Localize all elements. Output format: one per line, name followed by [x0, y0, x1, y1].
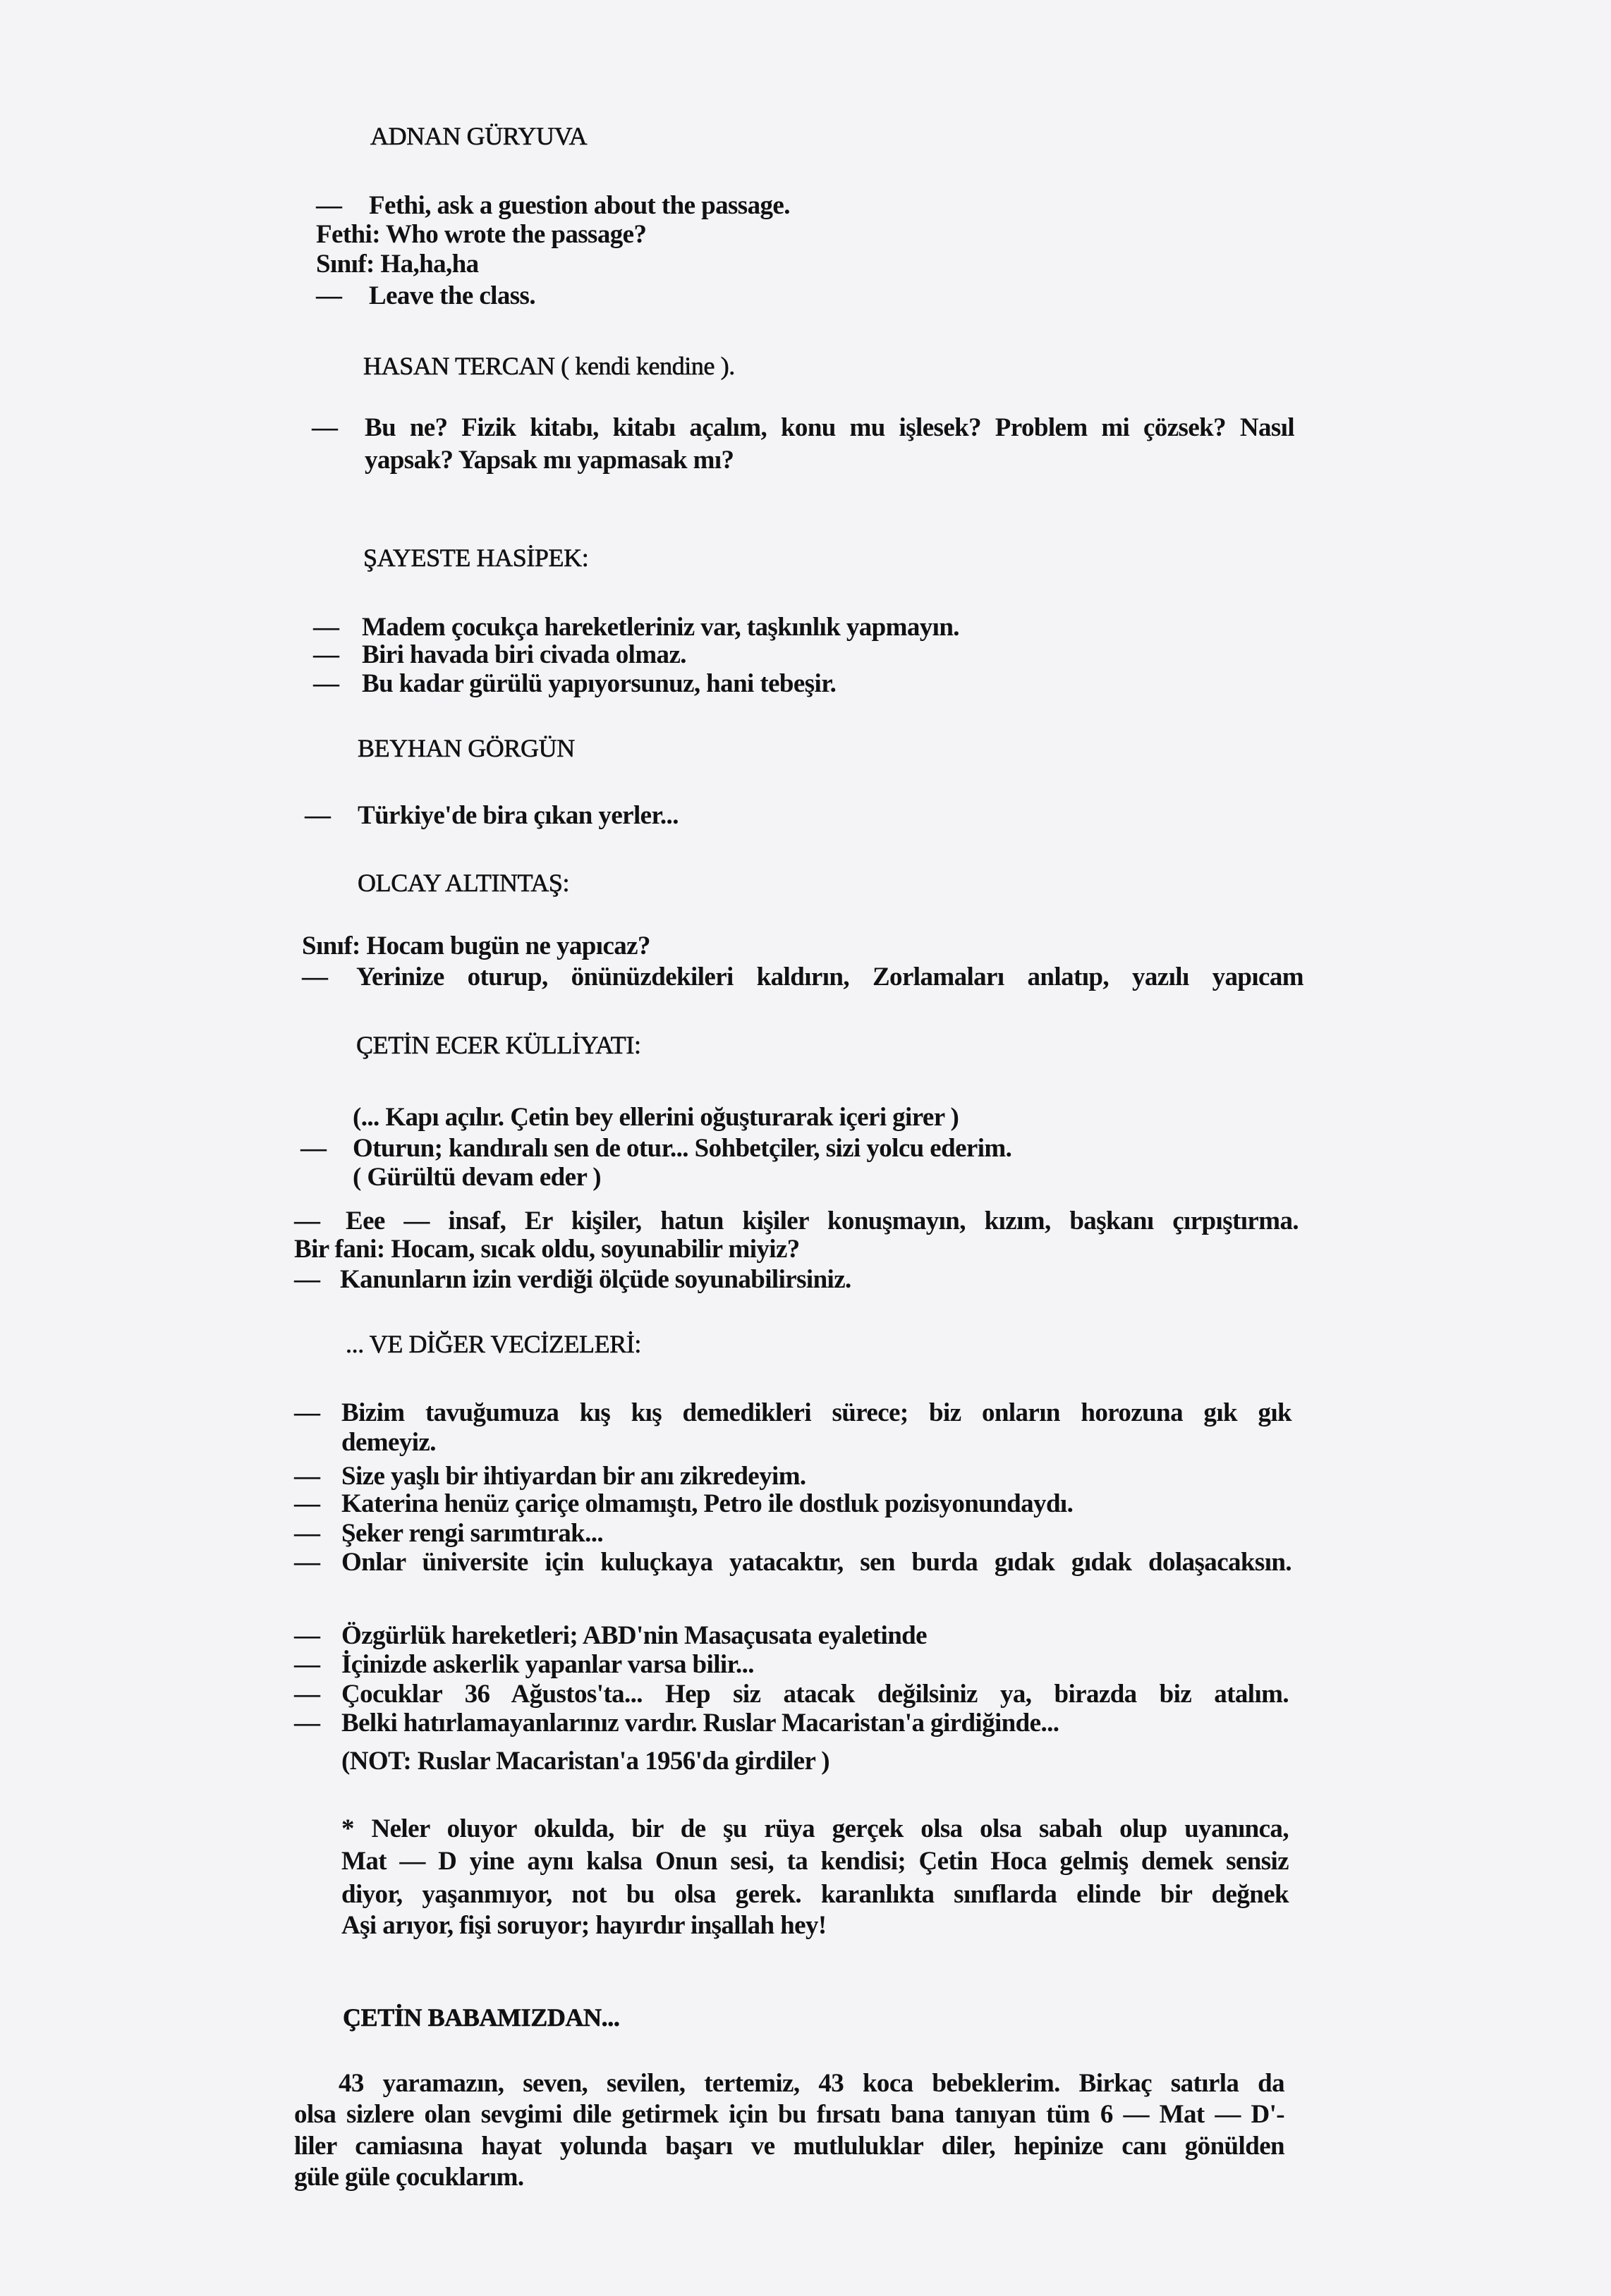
dash-bullet: —	[294, 1489, 320, 1518]
text-line: Bizim tavuğumuza kış kış demedikleri sürece; biz onların horozuna gık gık	[341, 1398, 1291, 1427]
text-line: Sınıf: Ha,ha,ha	[316, 250, 479, 279]
dash-bullet: —	[302, 963, 328, 991]
dash-bullet: —	[294, 1680, 320, 1709]
text-line: Kanunların izin verdiği ölçüde soyunabilirsiniz.	[340, 1265, 851, 1294]
dash-bullet: —	[313, 640, 339, 669]
section-heading: ÇETİN ECER KÜLLİYATI:	[356, 1031, 641, 1059]
section-heading: HASAN TERCAN ( kendi kendine ).	[363, 352, 735, 380]
section-heading: OLCAY ALTINTAŞ:	[358, 869, 570, 897]
text-line: Aşi arıyor, fişi soruyor; hayırdır inşallah hey!	[341, 1911, 827, 1940]
dash-bullet: —	[300, 1134, 327, 1163]
dash-bullet: —	[294, 1398, 320, 1427]
dash-bullet: —	[313, 669, 339, 698]
dash-bullet: —	[294, 1265, 320, 1294]
dash-bullet: —	[316, 281, 342, 310]
text-line: Mat — D yine aynı kalsa Onun sesi, ta kendisi; Çetin Hoca gelmiş demek sensiz	[341, 1847, 1289, 1876]
dash-bullet: —	[294, 1462, 320, 1491]
text-line: (NOT: Ruslar Macaristan'a 1956'da girdiler )	[341, 1747, 829, 1776]
dash-bullet: —	[316, 191, 342, 220]
dash-bullet: —	[294, 1621, 320, 1650]
text-line: 43 yaramazın, seven, sevilen, tertemiz, 43 koca bebeklerim. Birkaç satırla da	[339, 2069, 1284, 2098]
text-line: Çocuklar 36 Ağustos'ta... Hep siz atacak değilsiniz ya, birazda biz atalım.	[341, 1680, 1289, 1709]
text-line: İçinizde askerlik yapanlar varsa bilir...	[341, 1650, 754, 1679]
text-line: * Neler oluyor okulda, bir de şu rüya gerçek olsa olsa sabah olup uyanınca,	[341, 1814, 1289, 1843]
text-line: Biri havada biri civada olmaz.	[362, 640, 686, 669]
text-line: Bu kadar gürülü yapıyorsunuz, hani tebeşir.	[362, 669, 837, 698]
text-line: demeyiz.	[341, 1428, 436, 1457]
text-line: Madem çocukça hareketleriniz var, taşkınlık yapmayın.	[362, 613, 959, 642]
dash-bullet: —	[294, 1548, 320, 1577]
text-line: Özgürlük hareketleri; ABD'nin Masaçusata eyaletinde	[341, 1621, 927, 1650]
text-line: Bir fani: Hocam, sıcak oldu, soyunabilir miyiz?	[294, 1235, 800, 1264]
dash-bullet: —	[294, 1709, 320, 1738]
text-line: (... Kapı açılır. Çetin bey ellerini oğuşturarak içeri girer )	[353, 1103, 959, 1132]
text-line: Eee — insaf, Er kişiler, hatun kişiler konuşmayın, kızım, başkanı çırpıştırma.	[346, 1207, 1299, 1235]
text-line: Fethi, ask a guestion about the passage.	[369, 191, 790, 220]
text-line: Size yaşlı bir ihtiyardan bir anı zikredeyim.	[341, 1462, 806, 1491]
text-line: diyor, yaşanmıyor, not bu olsa gerek. karanlıkta sınıflarda elinde bir değnek	[341, 1880, 1289, 1909]
text-line: olsa sizlere olan sevgimi dile getirmek için bu fırsatı bana tanıyan tüm 6 — Mat — D'-	[294, 2100, 1284, 2129]
text-line: Şeker rengi sarımtırak...	[341, 1519, 604, 1548]
text-line: güle güle çocuklarım.	[294, 2163, 524, 2192]
text-line: Fethi: Who wrote the passage?	[316, 220, 647, 249]
text-line: Türkiye'de bira çıkan yerler...	[358, 801, 679, 830]
text-line: liler camiasına hayat yolunda başarı ve mutluluklar diler, hepinize canı gönülden	[294, 2132, 1284, 2161]
text-line: Onlar üniversite için kuluçkaya yatacaktır, sen burda gıdak gıdak dolaşacaksın.	[341, 1548, 1291, 1577]
text-line: Sınıf: Hocam bugün ne yapıcaz?	[302, 932, 650, 960]
dash-bullet: —	[305, 801, 331, 830]
section-heading: ÇETİN BABAMIZDAN...	[343, 2003, 620, 2032]
text-line: Belki hatırlamayanlarınız vardır. Ruslar Macaristan'a girdiğinde...	[341, 1709, 1059, 1738]
text-line: Bu ne? Fizik kitabı, kitabı açalım, konu mu işlesek? Problem mi çözsek? Nasıl	[365, 413, 1294, 442]
section-heading: ADNAN GÜRYUVA	[370, 122, 588, 150]
text-line: yapsak? Yapsak mı yapmasak mı?	[365, 446, 734, 475]
text-line: Yerinize oturup, önünüzdekileri kaldırın, Zorlamaları anlatıp, yazılı yapıcam	[356, 963, 1303, 991]
text-line: ( Gürültü devam eder )	[353, 1163, 601, 1192]
dash-bullet: —	[294, 1207, 320, 1235]
dash-bullet: —	[313, 613, 339, 642]
section-heading: ŞAYESTE HASİPEK:	[363, 544, 589, 572]
text-line: Katerina henüz çariçe olmamıştı, Petro ile dostluk pozisyonundaydı.	[341, 1489, 1074, 1518]
dash-bullet: —	[294, 1519, 320, 1548]
text-line: Leave the class.	[369, 281, 535, 310]
dash-bullet: —	[294, 1650, 320, 1679]
text-line: Oturun; kandıralı sen de otur... Sohbetçiler, sizi yolcu ederim.	[353, 1134, 1012, 1163]
dash-bullet: —	[312, 413, 338, 442]
section-heading: ... VE DİĞER VECİZELERİ:	[346, 1330, 642, 1358]
section-heading: BEYHAN GÖRGÜN	[358, 734, 575, 762]
